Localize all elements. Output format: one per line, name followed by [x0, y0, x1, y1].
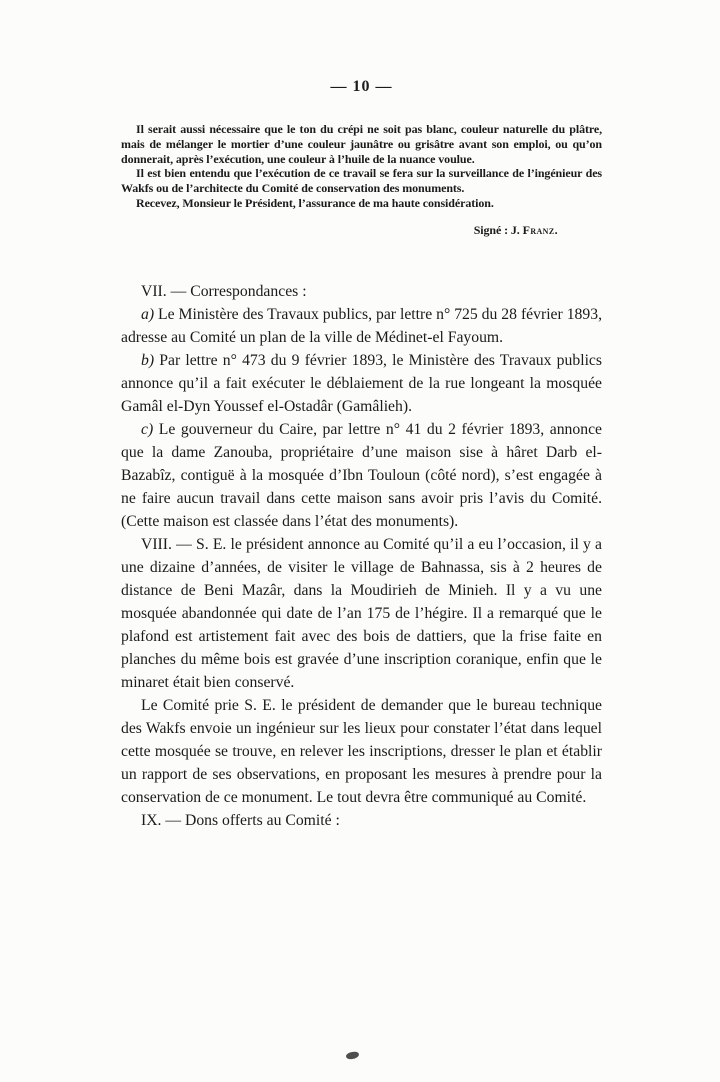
paragraph-text: VIII. — S. E. le président annonce au Comité qu’il a eu l’occasion, il y a une dizaine d’années, de visiter le village de Bahnassa, sis à 2 heures de distance de Beni Mazâr, dans la Moudirieh de Minieh. Il y a vu une mosquée abandonnée qui date de l’an 175 de l’hégire. Il a remarqué que le plafond est artistement fait avec des bois de dattiers, que la frise faite en planches du même bois est gravée d’une inscription coranique, enfin que le minaret était bien conservé. [121, 535, 602, 691]
body-paragraph [121, 694, 602, 809]
letter-excerpt [121, 122, 602, 238]
paragraph-text: IX. — Dons offerts au Comité : [141, 811, 340, 829]
signature-line [121, 223, 602, 238]
body-paragraph [121, 418, 602, 533]
letter-paragraph: Recevez, Monsieur le Président, l’assurance de ma haute considération. [136, 195, 494, 210]
paragraph-text: Le gouverneur du Caire, par lettre n° 41 du 2 février 1893, annonce que la dame Zanouba, propriétaire d’une maison sise à hâret Darb el-Bazabîz, contiguë à la mosquée d’Ibn Touloun (côté nord), s’est engagée à ne faire aucun travail dans cette maison sans avoir pris l’avis du Comité. (Cette maison est classée dans l’état des monuments). [121, 420, 603, 530]
body-paragraph [121, 533, 602, 694]
section-ix-heading [121, 809, 602, 832]
letter-paragraph: Il est bien entendu que l’exécution de ce travail se fera sur la surveillance de l’ingénieur des Wakfs ou de l’architecte du Comité de conservation des monuments. [121, 166, 602, 196]
page-number: — 10 — [330, 78, 393, 95]
paragraph-text: Le Ministère des Travaux publics, par lettre n° 725 du 28 février 1893, adresse au Comité un plan de la ville de Médinet-el Fayoum. [121, 305, 602, 346]
section-vii-heading [121, 280, 602, 303]
document-page [121, 78, 602, 832]
signature-prefix: Signé : J. [473, 222, 523, 237]
ink-smudge-artifact [346, 1051, 360, 1060]
signature-name: Franz. [522, 222, 558, 237]
paragraph-marker: b) [141, 351, 160, 369]
body-paragraph [121, 303, 602, 349]
main-text [121, 280, 602, 832]
paragraph-text: Le Comité prie S. E. le président de demander que le bureau technique des Wakfs envoie un ingénieur sur les lieux pour constater l’état dans lequel cette mosquée se trouve, en relever les inscriptions, dresser le plan et établir un rapport de ses observations, en proposant les mesures à prendre pour la conservation de ce monument. Le tout devra être communiqué au Comité. [121, 696, 602, 806]
paragraph-marker: c) [141, 420, 159, 438]
paragraph-marker: a) [141, 305, 159, 323]
letter-paragraph: Il serait aussi nécessaire que le ton du crépi ne soit pas blanc, couleur naturelle du plâtre, mais de mélanger le mortier d’une couleur jaunâtre ou grisâtre avant son emploi, ou qu’on donnerait, après l’exécution, une couleur à l’huile de la nuance voulue. [121, 122, 602, 166]
paragraph-text: VII. — Correspondances : [141, 282, 307, 300]
paragraph-text: Par lettre n° 473 du 9 février 1893, le Ministère des Travaux publics annonce qu’il a fait exécuter le déblaiement de la rue longeant la mosquée Gamâl el-Dyn Youssef el-Ostadâr (Gamâlieh). [121, 351, 602, 415]
body-paragraph [121, 349, 602, 418]
